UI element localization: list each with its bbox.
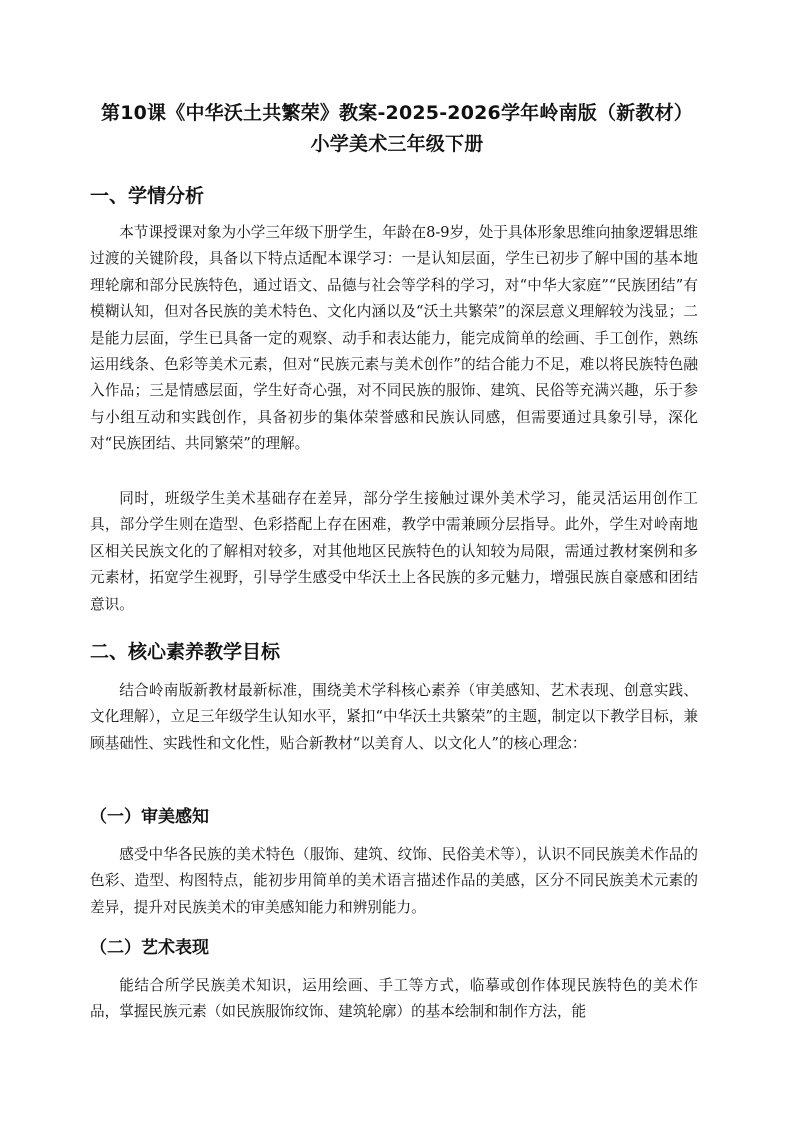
section-heading-teaching-goals: 二、核心素养教学目标 xyxy=(90,641,281,663)
paragraph-aesthetic-perception: 感受中华各民族的美术特色（服饰、建筑、纹饰、民俗美术等），认识不同民族美术作品的色彩、造型、构图特点，能初步用简单的美术语言描述作品的美感，区分不同民族美术元素的差异，提升对民族美术的审美感知能力和辨别能力。 xyxy=(90,846,698,916)
section-heading-learning-analysis: 一、学情分析 xyxy=(90,185,205,207)
paragraph-learning-analysis-2: 同时，班级学生美术基础存在差异，部分学生接触过课外美术学习，能灵活运用创作工具，部分学生则在造型、色彩搭配上存在困难，教学中需兼顾分层指导。此外，学生对岭南地区相关民族文化的了解相对较多，对其他地区民族特色的认知较为局限，需通过教材案例和多元素材，拓宽学生视野，引导学生感受中华沃土上各民族的多元魅力，增强民族自豪感和团结意识。 xyxy=(90,490,698,613)
paragraph-artistic-expression: 能结合所学民族美术知识，运用绘画、手工等方式，临摹或创作体现民族特色的美术作品，掌握民族元素（如民族服饰纹饰、建筑轮廓）的基本绘制和制作方法，能 xyxy=(90,977,698,1021)
paragraph-learning-analysis-1: 本节课授课对象为小学三年级下册学生，年龄在8-9岁，处于具体形象思维向抽象逻辑思维过渡的关键阶段，具备以下特点适配本课学习：一是认知层面，学生已初步了解中国的基本地理轮廓和部分民族特色，通过语文、品德与社会等学科的学习，对“中华大家庭”“民族团结”有模糊认知，但对各民族的美术特色、文化内涵以及“沃土共繁荣”的深层意义理解较为浅显；二是能力层面，学生已具备一定的观察、动手和表达能力，能完成简单的绘画、手工创作，熟练运用线条、色彩等美术元素，但对“民族元素与美术创作”的结合能力不足，难以将民族特色融入作品；三是情感层面，学生好奇心强，对不同民族的服饰、建筑、民俗等充满兴趣，乐于参与小组互动和实践创作，具备初步的集体荣誉感和民族认同感，但需要通过具象引导，深化对“民族团结、共同繁荣”的理解。 xyxy=(90,224,698,453)
subsection-heading-artistic-expression: （二）艺术表现 xyxy=(90,938,209,958)
subsection-heading-aesthetic-perception: （一）审美感知 xyxy=(90,807,209,827)
paragraph-teaching-goals-intro: 结合岭南版新教材最新标准，围绕美术学科核心素养（审美感知、艺术表现、创意实践、文化理解），立足三年级学生认知水平，紧扣“中华沃土共繁荣”的主题，制定以下教学目标，兼顾基础性、实践性和文化性，贴合新教材“以美育人、以文化人”的核心理念： xyxy=(90,682,698,752)
document-title: 第10课《中华沃土共繁荣》教案-2025-2026学年岭南版（新教材） 小学美术三年级下册 xyxy=(101,102,693,155)
